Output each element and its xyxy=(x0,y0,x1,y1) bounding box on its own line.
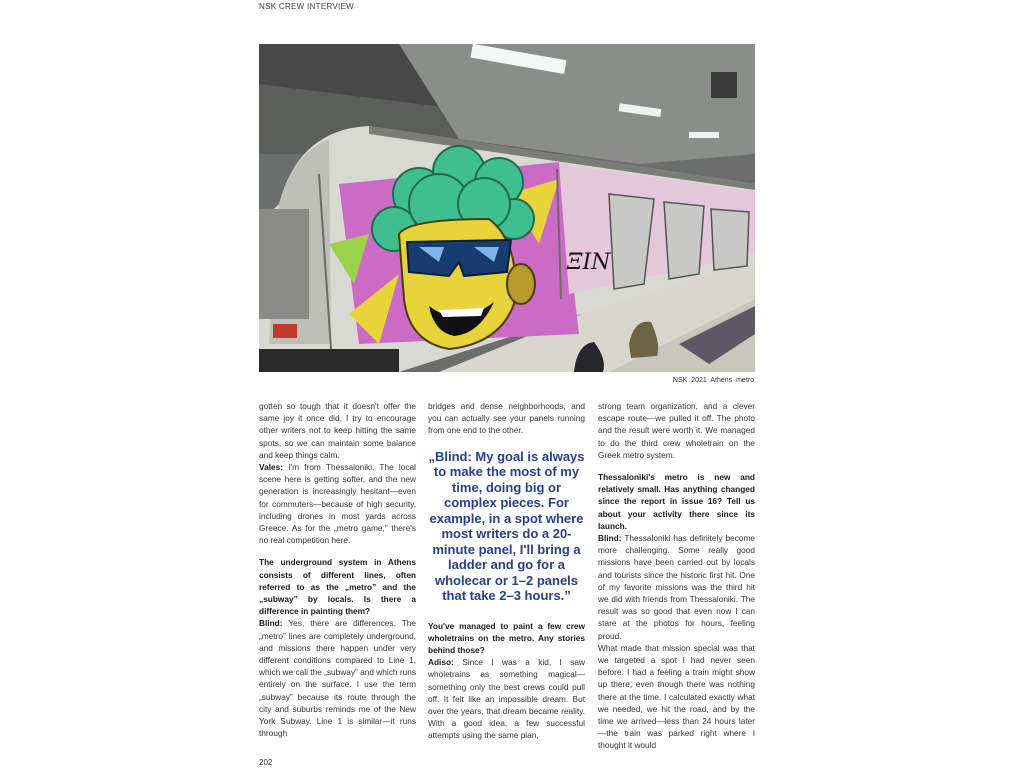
body-paragraph: Adiso: Since I was a kid, I saw wholetrains as something magical—something only the best crews could pull off. It felt like an impossible dream. But over the years, that dream became reality. With a good idea, a few successful attempts using the same plan, xyxy=(428,657,585,741)
speaker-label: Blind: xyxy=(259,618,283,629)
pull-quote: „Blind: My goal is always to make the most of my time, doing big or complex pieces. For example, in a spot where most writers do a 20-minute panel, I'll bring a ladder and go for a wholecar or 1–2 panels that take 2–3 hours.” xyxy=(428,448,585,604)
article-column-3 xyxy=(598,400,755,752)
interview-question: You've managed to paint a few crew wholetrains on the metro. Any stories behind those? xyxy=(428,620,585,656)
body-paragraph: Blind: Yes, there are differences. The „metro” lines are completely underground, and missions there happen under very different conditions compared to Line 1, which we call the „subway” and which runs entirely on the surface. I use the term „subway” because its route through the city and suburbs reminds me of the New York Subway. Line 1 is similar—it runs through xyxy=(259,618,416,739)
body-paragraph: gotten so tough that it doesn't offer the same joy it once did. I try to encourage other writers not to keep hitting the same spots, so we can maintain some balance and keep things calm. xyxy=(259,401,416,460)
body-paragraph: What made that mission special was that we targeted a spot I had never seen before. I had a feeling a train might show up there, even though there was nothing there at the time. I calculated exactly what we needed, we hit the road, and by the time we arrived—less than 24 hours later—the train was parked right where I thought it would xyxy=(598,642,755,751)
speaker-label: Vales: xyxy=(259,462,283,473)
svg-text:ΞΙΝ: ΞΙΝ xyxy=(567,250,611,275)
metro-graffiti-photo xyxy=(259,44,755,372)
section-header: NSK CREW INTERVIEW xyxy=(259,2,355,11)
body-paragraph: strong team organization, and a clever escape route—we pulled it off. The photo and the result were worth it. We managed to do the third crew wholetrain on the Greek metro system. xyxy=(598,401,755,460)
article-column-2 xyxy=(428,400,585,742)
article-column-1 xyxy=(259,400,416,739)
interview-question: The underground system in Athens consists of different lines, often referred to as the „metro” and the „subway” by locals. Is there a difference in painting them? xyxy=(259,557,416,617)
speaker-label: Adiso: xyxy=(428,657,454,668)
page-number: 202 xyxy=(259,758,273,767)
body-paragraph: bridges and dense neighborhoods, and you can actually see your panels running from one end to the other. xyxy=(428,401,585,436)
body-paragraph: Vales: I'm from Thessaloniki. The local scene here is getting softer, and the new generation is increasingly hesitant—even for commuters—because of high security, including drones in most yards across Greece. As for the „metro game,” there's no real competition here. xyxy=(259,462,416,546)
speaker-label: Blind: xyxy=(598,533,622,544)
interview-question: Thessaloniki's metro is new and relatively small. Has anything changed since the report in issue 16? Tell us about your activity there since its launch. xyxy=(598,472,755,531)
photo-caption: NSK 2021 Athens metro xyxy=(672,377,754,384)
body-paragraph: Blind: Thessaloniki has definitely become more challenging. Some really good missions have been carried out by locals and tourists since the historic first hit. One of my favorite missions was the third hit we did with friends from Thessaloniki. The result was so good that even now I can stare at the photos for hours, feeling proud. xyxy=(598,533,755,641)
